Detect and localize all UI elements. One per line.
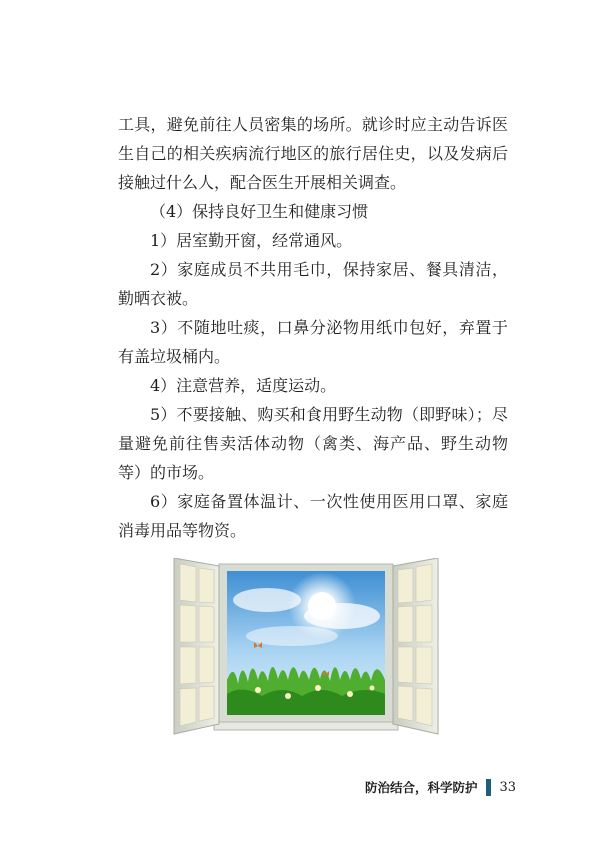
list-item: 6）家庭备置体温计、一次性使用医用口罩、家庭消毒用品等物资。 <box>118 492 508 540</box>
open-window-illustration <box>172 558 440 736</box>
list-item: 5）不要接触、购买和食用野生动物（即野味）；尽量避免前往售卖活体动物（禽类、海产品、野生动物等）的市场。 <box>118 405 508 482</box>
page-number: 33 <box>499 779 516 795</box>
section-heading: （4）保持良好卫生和健康习惯 <box>150 202 369 221</box>
body-text <box>118 110 508 545</box>
page-footer <box>365 777 516 797</box>
footer-title: 防治结合，科学防护 <box>364 780 478 795</box>
paragraph: 工具，避免前往人员密集的场所。就诊时应主动告诉医生自己的相关疾病流行地区的旅行居住史，以及发病后接触过什么人，配合医生开展相关调查。 <box>118 115 508 192</box>
list-item: 2）家庭成员不共用毛巾，保持家居、餐具清洁，勤晒衣被。 <box>118 260 508 308</box>
footer-divider-bar <box>486 779 491 796</box>
list-item: 4）注意营养，适度运动。 <box>150 376 337 395</box>
list-item: 1）居室勤开窗，经常通风。 <box>150 231 353 250</box>
list-item: 3）不随地吐痰，口鼻分泌物用纸巾包好，弃置于有盖垃圾桶内。 <box>118 318 508 366</box>
